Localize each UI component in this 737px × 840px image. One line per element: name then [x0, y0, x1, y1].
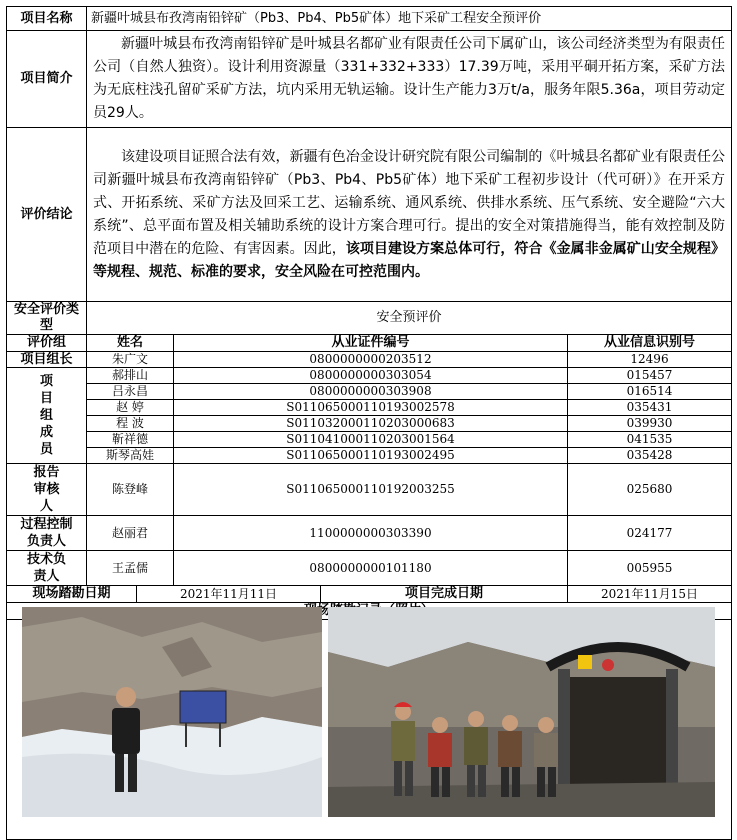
intro-text: 新疆叶城县布孜湾南铅锌矿是叶城县名都矿业有限责任公司下属矿山，该公司经济类型为有限责任公司（自然人独资）。设计利用资源量（331+332+333）17.39万吨，采用平硐开拓方案，采矿方法为无底柱浅孔留矿采矿方法，坑内采用无轨运输。设计生产能力3万t/a，服务年限5.36a，项目劳动定员29人。 — [87, 31, 732, 128]
member-name: 靳祥德 — [87, 432, 174, 448]
tech-id: 005955 — [568, 551, 732, 586]
member-name: 吕永昌 — [87, 384, 174, 400]
intro-label: 项目简介 — [7, 31, 87, 128]
conclusion-label: 评价结论 — [7, 128, 87, 302]
header-id: 从业信息识别号 — [568, 335, 732, 352]
leader-cert: 0800000000203512 — [174, 351, 568, 368]
eval-type-label: 安全评价类型 — [7, 302, 87, 335]
table-row — [7, 448, 732, 464]
header-name: 姓名 — [87, 335, 174, 352]
member-cert: 0800000000303908 — [174, 384, 568, 400]
complete-date: 2021年11月15日 — [568, 586, 732, 603]
tech-name: 王孟儒 — [87, 551, 174, 586]
table-row — [7, 400, 732, 416]
table-row — [7, 368, 732, 384]
process-cert: 1100000000303390 — [174, 516, 568, 551]
member-cert: 0800000000303054 — [174, 368, 568, 384]
tech-label: 技术负责人 — [7, 551, 87, 586]
member-cert: S011065000110193002578 — [174, 400, 568, 416]
conclusion-bold: 该项目建设方案总体可行，符合《金属非金属矿山安全规程》等规程、规范、标准的要求，安全风险在可控范围内。 — [93, 240, 726, 280]
header-group: 评价组 — [7, 335, 87, 352]
process-name: 赵丽君 — [87, 516, 174, 551]
member-cert: S011041000110203001564 — [174, 432, 568, 448]
complete-date-label: 项目完成日期 — [321, 586, 568, 603]
member-id: 041535 — [568, 432, 732, 448]
member-name: 郝排山 — [87, 368, 174, 384]
member-name: 赵 婷 — [87, 400, 174, 416]
member-id: 039930 — [568, 416, 732, 432]
member-id: 016514 — [568, 384, 732, 400]
site-photo-left — [22, 607, 322, 817]
reviewer-id: 025680 — [568, 464, 732, 516]
tech-cert: 0800000000101180 — [174, 551, 568, 586]
project-name: 新疆叶城县布孜湾南铅锌矿（Pb3、Pb4、Pb5矿体）地下采矿工程安全预评价 — [87, 7, 732, 31]
process-label: 过程控制负责人 — [7, 516, 87, 551]
leader-id: 12496 — [568, 351, 732, 368]
members-label: 项目组成员 — [7, 368, 87, 464]
survey-date-label: 现场踏勘日期 — [7, 586, 137, 603]
safety-sign-icon — [578, 655, 592, 669]
site-photo-right — [328, 607, 715, 817]
conclusion-text: 该建设项目证照合法有效，新疆有色冶金设计研究院有限公司编制的《叶城县名都矿业有限责任公司新疆叶城县布孜湾南铅锌矿（Pb3、Pb4、Pb5矿体）地下采矿工程初步设计（代可研）》在开采方式、开拓系统、采矿方法及回采工艺、运输系统、通风系统、供排水系统、压气系统、安全避险“六大系统”、总平面布置及相关辅助系统的设计方案合理可行。提出的安全对策措施得当，能有效控制及防范项目中潜在的危险、有害因素。因此， — [93, 148, 726, 257]
table-row — [7, 432, 732, 448]
table-row — [7, 416, 732, 432]
project-name-label: 项目名称 — [7, 7, 87, 31]
member-cert: S011032000110203000683 — [174, 416, 568, 432]
reviewer-name: 陈登峰 — [87, 464, 174, 516]
eval-type: 安全预评价 — [87, 302, 732, 335]
header-cert: 从业证件编号 — [174, 335, 568, 352]
warning-sign-icon — [602, 659, 614, 671]
conclusion-cell — [87, 128, 732, 302]
survey-date: 2021年11月11日 — [137, 586, 321, 603]
member-id: 015457 — [568, 368, 732, 384]
leader-name: 朱广文 — [87, 351, 174, 368]
member-cert: S011065000110193002495 — [174, 448, 568, 464]
reviewer-label: 报告审核人 — [7, 464, 87, 516]
reviewer-cert: S011065000110192003255 — [174, 464, 568, 516]
mine-portal — [568, 677, 668, 787]
member-id: 035431 — [568, 400, 732, 416]
process-id: 024177 — [568, 516, 732, 551]
site-sign — [180, 691, 226, 723]
member-id: 035428 — [568, 448, 732, 464]
leader-label: 项目组长 — [7, 351, 87, 368]
table-row — [7, 384, 732, 400]
member-name: 斯琴高娃 — [87, 448, 174, 464]
member-name: 程 波 — [87, 416, 174, 432]
